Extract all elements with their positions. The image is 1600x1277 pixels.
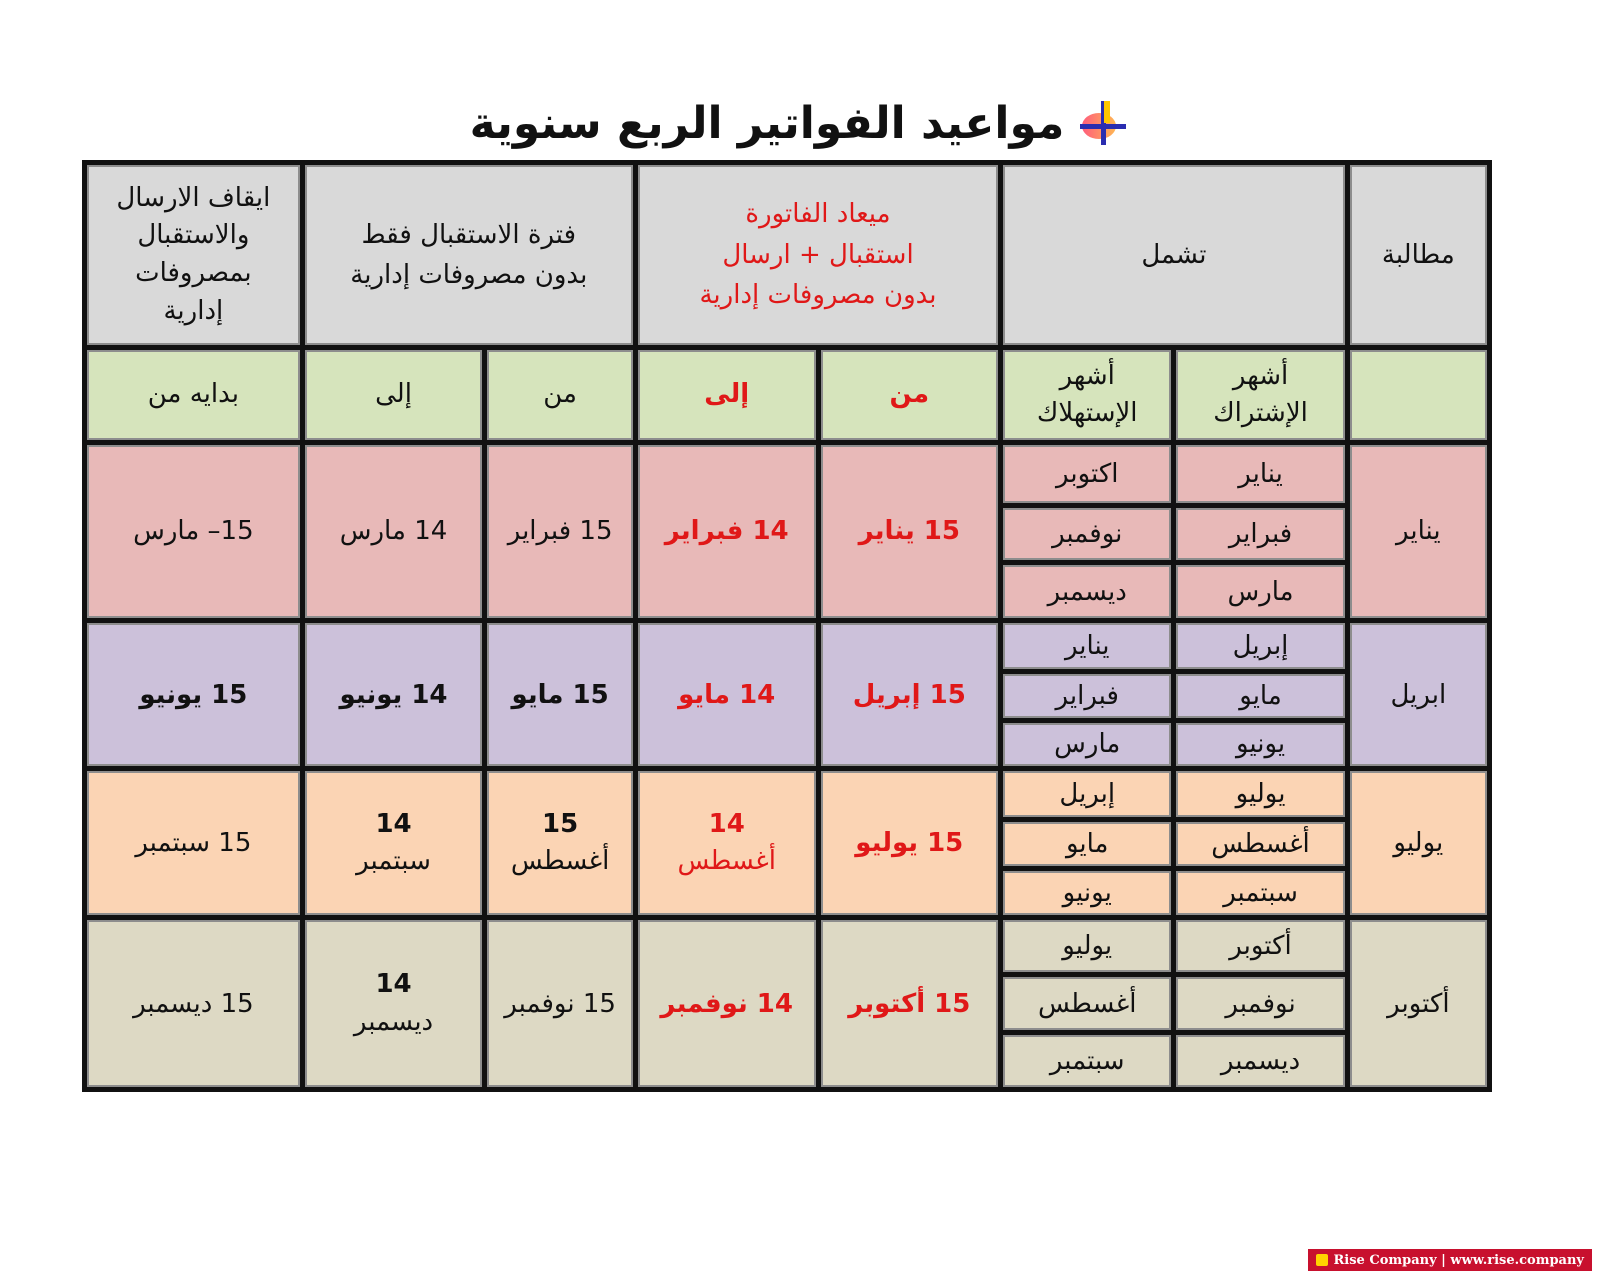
header-includes: تشمل — [1003, 165, 1345, 345]
stop-from-cell: 15 ديسمبر — [87, 920, 300, 1087]
invoice-to-cell: 14 فبراير — [638, 445, 816, 618]
subheader-stop-from: بدايه من — [87, 350, 300, 440]
invoice-to-cell: 14 مايو — [638, 623, 816, 767]
subscription-month: ديسمبر — [1176, 1035, 1344, 1087]
consumption-month: سبتمبر — [1003, 1035, 1171, 1087]
plus-decoration-icon — [1078, 97, 1130, 149]
claim-cell: يوليو — [1350, 771, 1487, 915]
subheader-invoice-from: من — [821, 350, 999, 440]
invoice-from-cell: 15 إبريل — [821, 623, 999, 767]
stop-from-cell: 15– مارس — [87, 445, 300, 618]
stop-from-cell: 15 يونيو — [87, 623, 300, 767]
claim-cell: يناير — [1350, 445, 1487, 618]
claim-cell: ابريل — [1350, 623, 1487, 767]
invoice-to-cell: 14 أغسطس — [638, 771, 816, 915]
subheader-consumption-months: أشهر الإستهلاك — [1003, 350, 1171, 440]
invoice-from-cell: 15 أكتوبر — [821, 920, 999, 1087]
table-row-april — [87, 623, 1487, 669]
subheader-receive-to: إلى — [305, 350, 483, 440]
table-row-july — [87, 771, 1487, 817]
subheader-receive-from: من — [487, 350, 633, 440]
subscription-month: أغسطس — [1176, 822, 1344, 866]
subscription-month: يونيو — [1176, 723, 1344, 767]
consumption-month: نوفمبر — [1003, 508, 1171, 560]
page-title: مواعيد الفواتير الربع سنوية — [469, 97, 1065, 149]
header-claim: مطالبة — [1350, 165, 1487, 345]
receive-to-cell: 14 سبتمبر — [305, 771, 483, 915]
receive-to-cell: 14 يونيو — [305, 623, 483, 767]
subscription-month: مايو — [1176, 674, 1344, 718]
receive-to-cell: 14 ديسمبر — [305, 920, 483, 1087]
receive-from-cell: 15 فبراير — [487, 445, 633, 618]
subscription-month: يوليو — [1176, 771, 1344, 817]
header-receive-only: فترة الاستقبال فقط بدون مصروفات إدارية — [305, 165, 633, 345]
consumption-month: يونيو — [1003, 871, 1171, 915]
consumption-month: ديسمبر — [1003, 565, 1171, 617]
subscription-month: إبريل — [1176, 623, 1344, 669]
receive-to-cell: 14 مارس — [305, 445, 483, 618]
invoice-from-cell: 15 يوليو — [821, 771, 999, 915]
header-row — [87, 165, 1487, 345]
page-header — [0, 88, 1600, 158]
subscription-month: سبتمبر — [1176, 871, 1344, 915]
subscription-month: يناير — [1176, 445, 1344, 504]
consumption-month: يناير — [1003, 623, 1171, 669]
subheader-empty — [1350, 350, 1487, 440]
header-stop: ايقاف الارسال والاستقبال بمصروفات إدارية — [87, 165, 300, 345]
subscription-month: نوفمبر — [1176, 977, 1344, 1029]
invoice-to-cell: 14 نوفمبر — [638, 920, 816, 1087]
subheader-row — [87, 350, 1487, 440]
billing-schedule-table — [82, 160, 1492, 1092]
table-row-october — [87, 920, 1487, 972]
subheader-invoice-to: إلى — [638, 350, 816, 440]
consumption-month: فبراير — [1003, 674, 1171, 718]
company-logo-icon — [1316, 1254, 1328, 1266]
subscription-month: مارس — [1176, 565, 1344, 617]
receive-from-cell: 15 أغسطس — [487, 771, 633, 915]
subscription-month: أكتوبر — [1176, 920, 1344, 972]
consumption-month: أغسطس — [1003, 977, 1171, 1029]
header-invoice-date: ميعاد الفاتورة استقبال + ارسال بدون مصروفات إدارية — [638, 165, 998, 345]
receive-from-cell: 15 مايو — [487, 623, 633, 767]
consumption-month: إبريل — [1003, 771, 1171, 817]
subheader-subscription-months: أشهر الإشتراك — [1176, 350, 1344, 440]
consumption-month: مايو — [1003, 822, 1171, 866]
stop-from-cell: 15 سبتمبر — [87, 771, 300, 915]
subscription-month: فبراير — [1176, 508, 1344, 560]
footer-text: Rise Company | www.rise.company — [1333, 1252, 1584, 1268]
receive-from-cell: 15 نوفمبر — [487, 920, 633, 1087]
consumption-month: اكتوبر — [1003, 445, 1171, 504]
table-row-january — [87, 445, 1487, 504]
footer-watermark — [1308, 1249, 1593, 1271]
claim-cell: أكتوبر — [1350, 920, 1487, 1087]
invoice-from-cell: 15 يناير — [821, 445, 999, 618]
consumption-month: مارس — [1003, 723, 1171, 767]
consumption-month: يوليو — [1003, 920, 1171, 972]
